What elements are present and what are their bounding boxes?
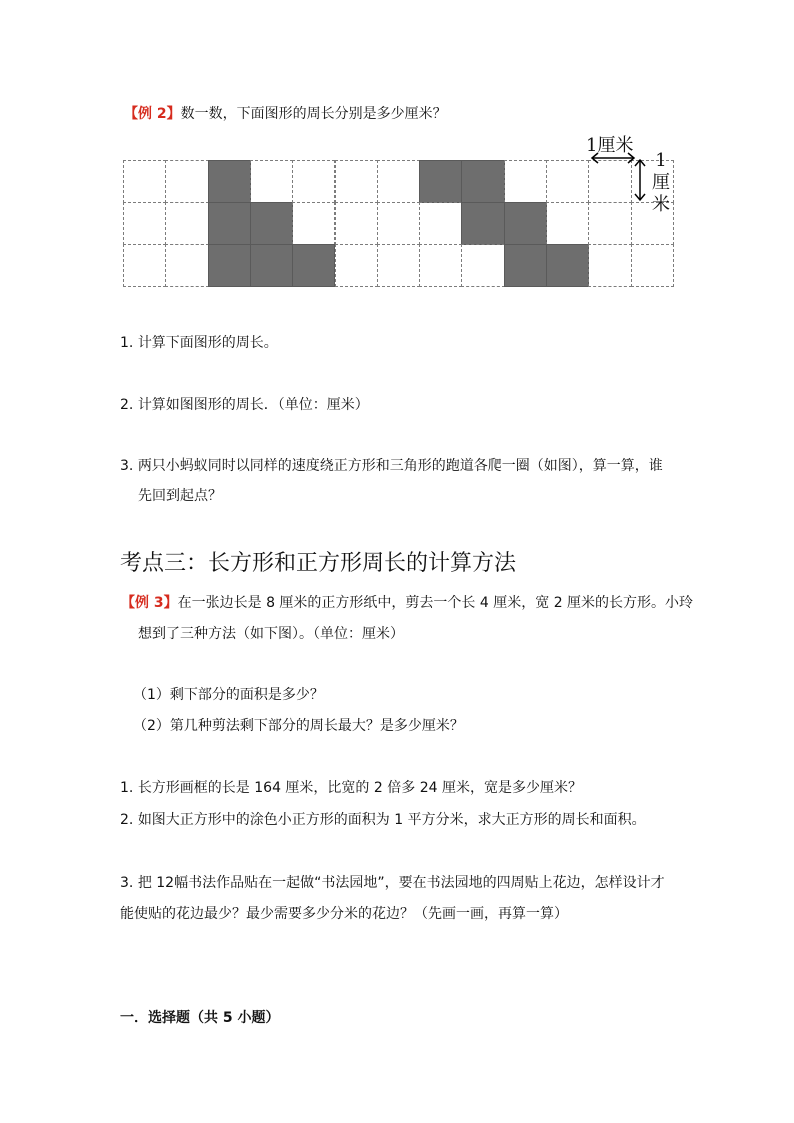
scale-vertical-arrow	[634, 158, 646, 202]
grid-cell	[123, 160, 166, 203]
grid-cell-shaded	[250, 244, 293, 287]
grid-cell	[588, 160, 631, 203]
scale-horizontal-label: 1厘米	[586, 135, 634, 156]
grid-cell-shaded	[419, 160, 462, 203]
example-3-line2: 想到了三种方法（如下图）。（单位：厘米）	[138, 626, 404, 642]
grid-cell	[165, 160, 208, 203]
grid-cell-shaded	[504, 202, 547, 245]
grid-cell-shaded	[504, 244, 547, 287]
scale-horizontal-arrow	[590, 152, 636, 164]
grid-cell	[292, 202, 335, 245]
example-3-question: 【例 3】在一张边长是 8 厘米的正方形纸中，剪去一个长 4 厘米，宽 2 厘米的长方形。小玲	[121, 595, 694, 611]
grid-cell	[588, 202, 631, 245]
grid-cell	[546, 202, 589, 245]
choice-section-header: 一．选择题（共 5 小题）	[120, 1010, 280, 1026]
practice-3-line2: 能使贴的花边最少？最少需要多少分米的花边？（先画一画，再算一算）	[120, 906, 568, 922]
grid-cell	[588, 244, 631, 287]
practice-1: 1. 长方形画框的长是 164 厘米，比宽的 2 倍多 24 厘米，宽是多少厘米？	[120, 780, 582, 796]
grid-cell	[335, 160, 378, 203]
question-2: 2. 计算如图图形的周长．（单位：厘米）	[120, 397, 369, 413]
grid-cell	[123, 244, 166, 287]
question-3: 3. 两只小蚂蚁同时以同样的速度绕正方形和三角形的跑道各爬一圈（如图），算一算，谁	[120, 458, 663, 474]
practice-3: 3. 把 12幅书法作品贴在一起做“书法园地”，要在书法园地的四周贴上花边，怎样设计才	[120, 875, 665, 891]
example-2-question	[124, 104, 447, 124]
grid-cell	[377, 160, 420, 203]
practice-2: 2. 如图大正方形中的涂色小正方形的面积为 1 平方分米，求大正方形的周长和面积。	[120, 812, 646, 828]
grid-cell-shaded	[250, 202, 293, 245]
grid-cell	[504, 160, 547, 203]
section-title: 考点三：长方形和正方形周长的计算方法	[120, 551, 517, 576]
grid-cell-shaded	[461, 160, 504, 203]
example-3-sub-1: （1）剩下部分的面积是多少？	[133, 687, 324, 703]
grid-cell-shaded	[208, 160, 251, 203]
grid-cell-shaded	[546, 244, 589, 287]
grid-cell	[546, 160, 589, 203]
grid-cell	[377, 202, 420, 245]
grid-cell	[165, 202, 208, 245]
grid-cell-shaded	[208, 202, 251, 245]
question-3-line2: 先回到起点？	[138, 488, 222, 504]
grid-cell	[419, 244, 462, 287]
grid-cell	[377, 244, 420, 287]
grid-cell	[250, 160, 293, 203]
example-3-tag: 【例 3】	[121, 595, 178, 611]
grid-cell	[335, 244, 378, 287]
grid-cell	[461, 244, 504, 287]
grid-cell	[165, 244, 208, 287]
grid-cell	[292, 160, 335, 203]
grid-cell-shaded	[208, 244, 251, 287]
grid-figure	[123, 158, 673, 292]
grid-cell	[631, 244, 674, 287]
question-1: 1. 计算下面图形的周长。	[120, 335, 278, 351]
example-2-text: 数一数，下面图形的周长分别是多少厘米？	[180, 106, 447, 122]
grid-cell-shaded	[292, 244, 335, 287]
grid-cell	[419, 202, 462, 245]
example-3-sub-2: （2）第几种剪法剩下部分的周长最大？是多少厘米？	[133, 718, 464, 734]
grid-cell	[123, 202, 166, 245]
example-2-tag: 【例 2】	[124, 106, 181, 122]
grid-cell	[335, 202, 378, 245]
grid-cell-shaded	[461, 202, 504, 245]
scale-vertical-label: 1 厘 米	[652, 150, 670, 215]
